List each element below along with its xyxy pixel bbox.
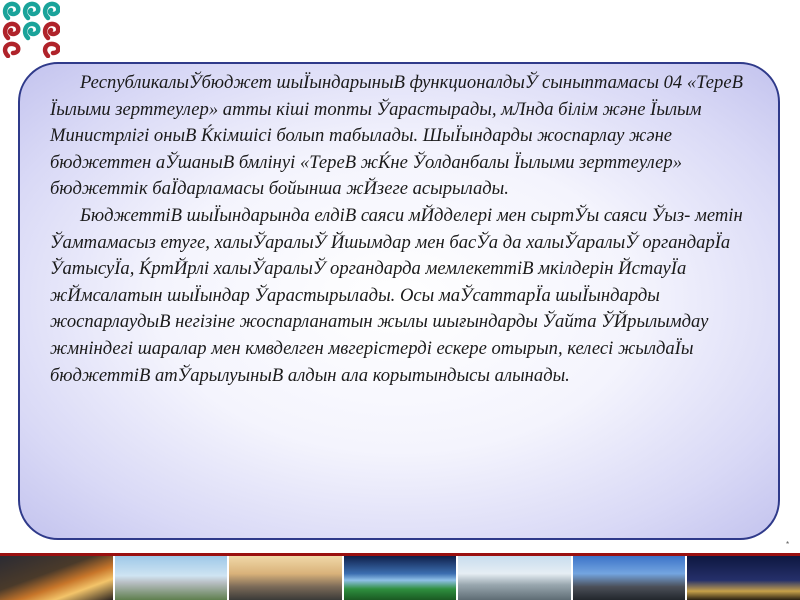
industrial-plant-photo (229, 556, 342, 600)
paragraph-1: РеспубликалыЎбюджет шыЇындарыныВ функционалдыЎ сыныптамасы 04 «ТереВ Їылыми зерттеулер» атты кіші топты Ўарастырады, мЛнда білім және Їылым Министрлігі оныВ Ќкімшісі болып табылады. ШыЇындарды жоспарлау және бюджеттен аЎшаныВ бмлінуі «ТереВ жЌне Ўолданбалы Їылыми зерттеулер» бюджеттік баЇдарламасы бойынша жЙзеге асырылады. (50, 72, 743, 200)
stadium-photo (344, 556, 457, 600)
footer-photo-strip (0, 553, 800, 600)
corner-ornament-icon (0, 0, 60, 58)
footer-mark: * (786, 540, 790, 549)
paragraph-2: БюджеттіВ шыЇындарында елдіВ саяси мЙдделері мен сыртЎы саяси Ўыз- метін Ўамтамасыз етуге, халыЎаралыЎ Йшымдар мен басЎа да халыЎаралыЎ органдарЇа ЎатысуЇа, ЌртЙрлі халыЎаралыЎ органдарда мемлекеттіВ мкілдерін ЙстауЇа жЙмсалатын шыЇындар Ўарастырылады. Осы маЎсаттарЇа шыЇындарды жоспарлаудыВ негізіне жоспарланатын жылы шығындарды Ўайта ЎЙрылымдау жмніндегі шаралар мен кмвделген мвгерістерді ескере отырып, келесі жылдаЇы бюджеттіВ атЎарылуыныВ алдын ала корытындысы алынады. (50, 204, 743, 386)
factory-photo (458, 556, 571, 600)
city-night-photo (687, 556, 800, 600)
high-speed-train-photo (115, 556, 228, 600)
text-panel (18, 62, 780, 540)
road-photo (573, 556, 686, 600)
highway-at-night-photo (0, 556, 113, 600)
